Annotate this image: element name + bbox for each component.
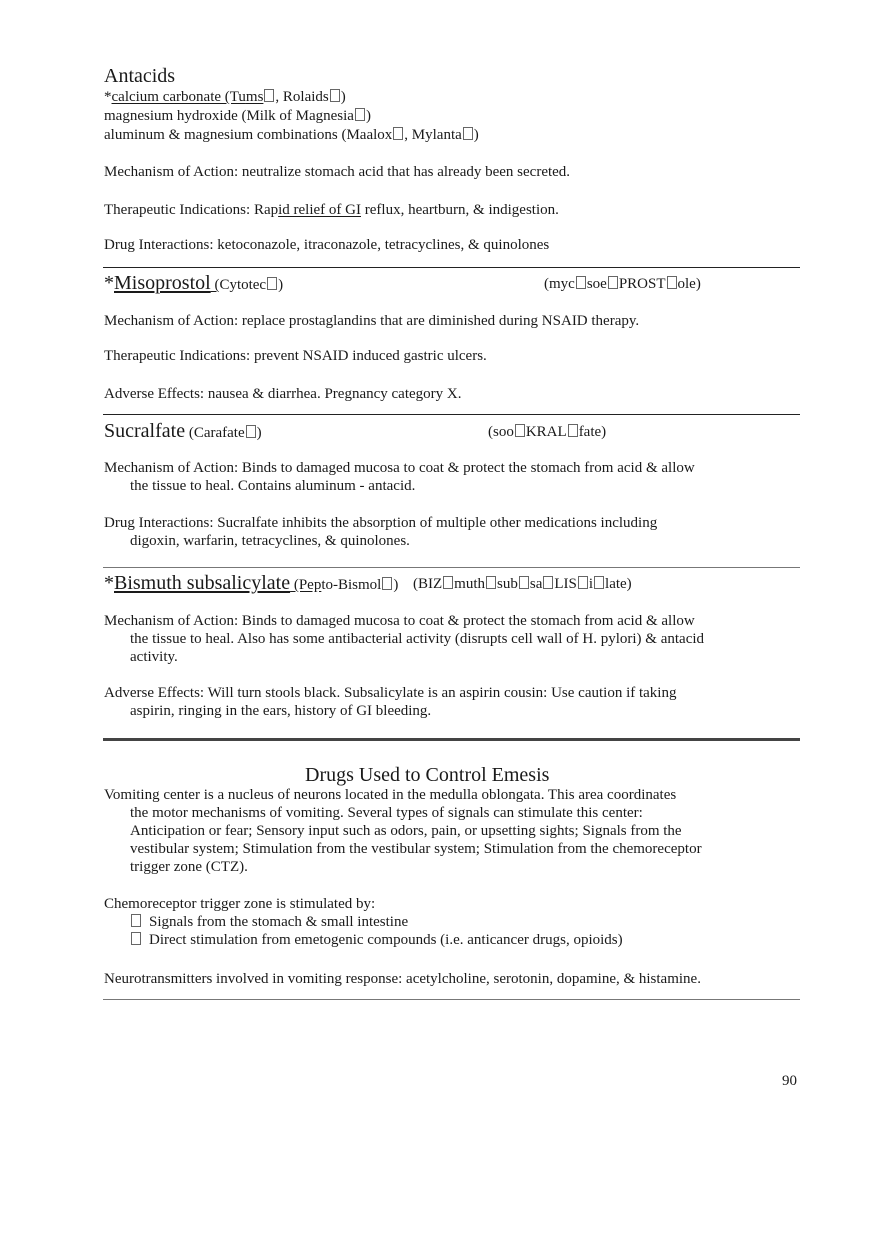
divider <box>103 267 800 268</box>
misoprostol-ti: Therapeutic Indications: prevent NSAID induced gastric ulcers. <box>104 348 487 364</box>
list-item: Direct stimulation from emetogenic compounds (i.e. anticancer drugs, opioids) <box>130 931 623 949</box>
rapid-relief-link[interactable]: id relief of GI <box>278 202 361 218</box>
misoprostol-pronunciation: (myc soe PROST ole) <box>544 276 701 292</box>
divider <box>103 567 800 568</box>
trademark-glyph <box>330 89 340 102</box>
divider <box>103 738 800 741</box>
misoprostol-ae: Adverse Effects: nausea & diarrhea. Pregnancy category X. <box>104 386 462 402</box>
antacids-di: Drug Interactions: ketoconazole, itraconazole, tetracyclines, & quinolones <box>104 237 550 253</box>
antacids-moa: Mechanism of Action: neutralize stomach acid that has already been secreted. <box>104 164 571 180</box>
divider <box>103 414 800 415</box>
bismuth-link[interactable]: Bismuth subsalicylate <box>114 572 291 594</box>
emesis-paragraph: Vomiting center is a nucleus of neurons located in the medulla oblongata. This area coordinates the motor mechanisms of vomiting. Several types of signals can stimulate this center: Anticipation or fear; Sensory input such as odors, pain, or upsetting sights; Signals from the vestibular system; Stimulation from the vestibular system; Stimulation from the chemoreceptor trigger zone (CTZ). <box>104 787 702 875</box>
misoprostol-moa: Mechanism of Action: replace prostaglandins that are diminished during NSAID therapy. <box>104 313 640 329</box>
bullet-icon <box>131 914 141 927</box>
ctz-heading: Chemoreceptor trigger zone is stimulated by: <box>104 896 376 912</box>
antacids-ti: Therapeutic Indications: Rapid relief of GI reflux, heartburn, & indigestion. <box>104 202 559 218</box>
bullet-icon <box>131 932 141 945</box>
trademark-glyph <box>382 577 392 590</box>
divider <box>103 999 800 1000</box>
antacids-line-2: magnesium hydroxide (Milk of Magnesia ) <box>104 108 371 124</box>
list-item: Signals from the stomach & small intestine <box>130 913 623 931</box>
neurotransmitters-text: Neurotransmitters involved in vomiting response: acetylcholine, serotonin, dopamine, & histamine. <box>104 971 701 987</box>
calcium-carbonate-link[interactable]: calcium carbonate (Tums <box>111 89 264 105</box>
sucralfate-pronunciation: (soo KRAL fate) <box>488 424 607 440</box>
sucralfate-heading: Sucralfate (Carafate ) <box>104 420 262 442</box>
bismuth-ae: Adverse Effects: Will turn stools black. Subsalicylate is an aspirin cousin: Use caution if taking aspirin, ringing in the ears, history of GI bleeding. <box>104 685 677 719</box>
bismuth-pronunciation: (BIZ muth sub sa LIS i late) <box>413 576 632 592</box>
trademark-glyph <box>246 425 256 438</box>
sucralfate-di: Drug Interactions: Sucralfate inhibits the absorption of multiple other medications including digoxin, warfarin, tetracyclines, & quinolones. <box>104 515 658 549</box>
bismuth-moa: Mechanism of Action: Binds to damaged mucosa to coat & protect the stomach from acid & allow the tissue to heal. Also has some antibacterial activity (disrupts cell wall of H. pylori) & antacid activity. <box>104 613 705 665</box>
trademark-glyph <box>267 277 277 290</box>
sucralfate-moa: Mechanism of Action: Binds to damaged mucosa to coat & protect the stomach from acid & allow the tissue to heal. Contains aluminum - antacid. <box>104 460 695 494</box>
page-number: 90 <box>782 1073 797 1089</box>
trademark-glyph <box>355 108 365 121</box>
antacids-line-3: aluminum & magnesium combinations (Maalox , Mylanta ) <box>104 127 479 143</box>
antacids-line-1: *calcium carbonate (Tums , Rolaids ) <box>104 89 346 105</box>
trademark-glyph <box>393 127 403 140</box>
misoprostol-link[interactable]: Misoprostol <box>114 272 211 294</box>
emesis-title: Drugs Used to Control Emesis <box>305 764 550 786</box>
antacids-title: Antacids <box>104 65 176 87</box>
trademark-glyph <box>463 127 473 140</box>
misoprostol-heading: *Misoprostol (Cytotec ) <box>104 272 284 294</box>
trademark-glyph <box>264 89 274 102</box>
ctz-bullet-list <box>130 913 623 949</box>
bismuth-heading: *Bismuth subsalicylate (Pepto-Bismol ) <box>104 572 399 594</box>
